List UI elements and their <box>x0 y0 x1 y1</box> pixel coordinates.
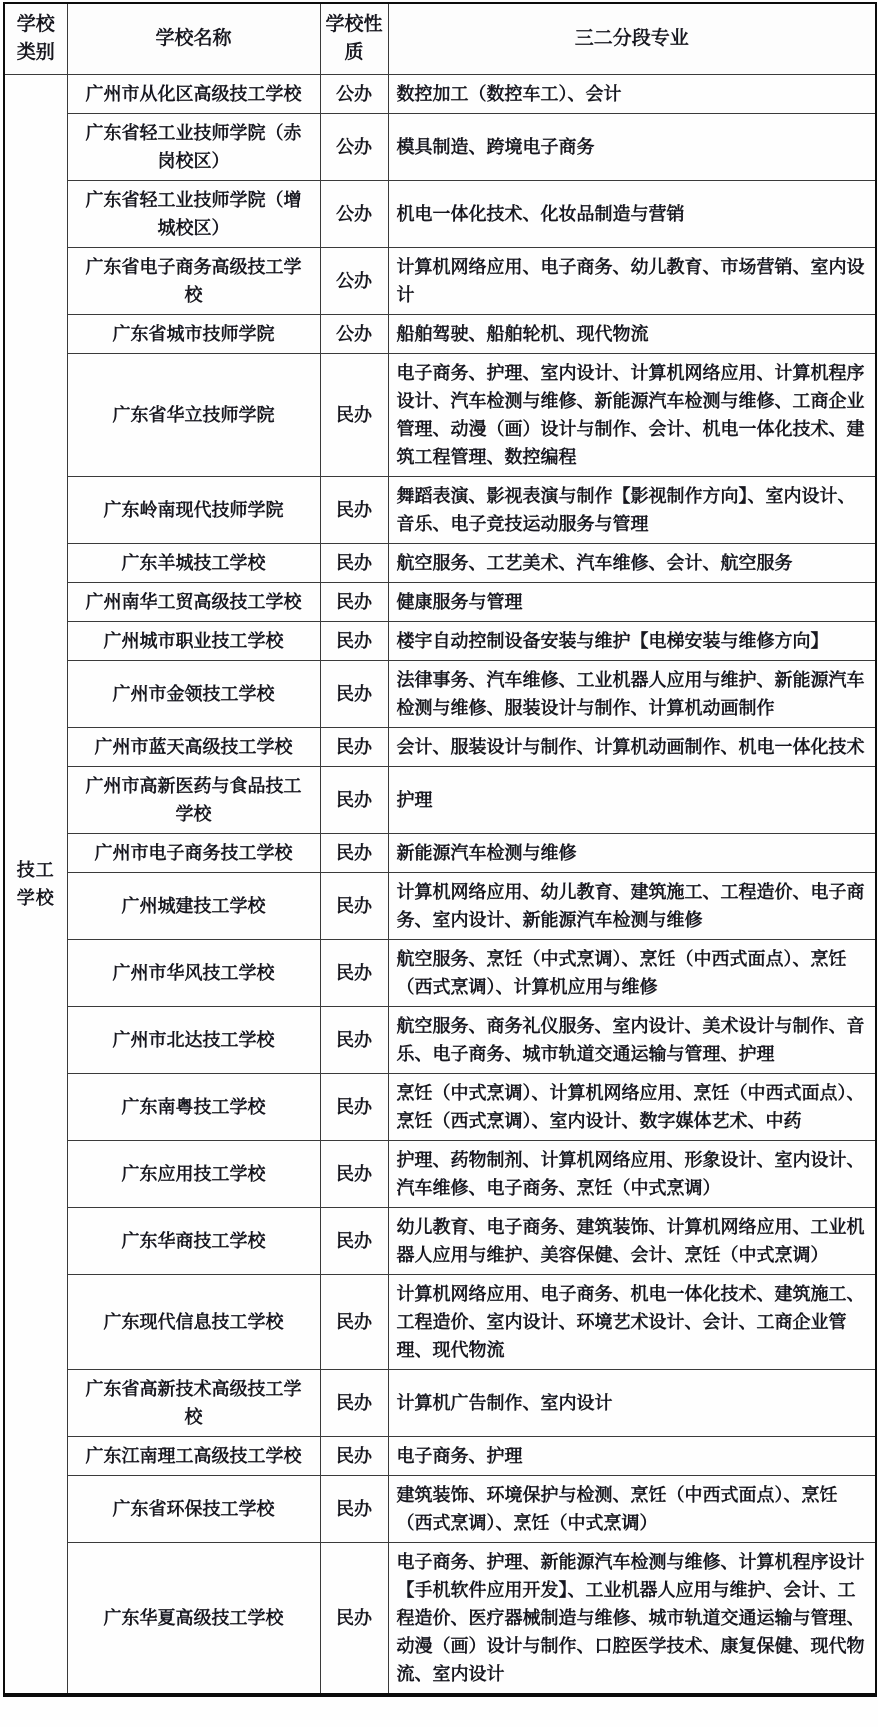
school-nature-cell: 民办 <box>320 622 388 661</box>
majors-cell: 船舶驾驶、船舶轮机、现代物流 <box>388 315 876 354</box>
school-nature-cell: 公办 <box>320 248 388 315</box>
table-row <box>4 477 876 544</box>
school-name-cell: 广州南华工贸高级技工学校 <box>67 583 320 622</box>
table-row <box>4 583 876 622</box>
school-name-cell: 广东羊城技工学校 <box>67 544 320 583</box>
majors-cell: 健康服务与管理 <box>388 583 876 622</box>
school-nature-cell: 民办 <box>320 1074 388 1141</box>
table-row <box>4 544 876 583</box>
table-row <box>4 114 876 181</box>
table-body <box>4 75 876 1696</box>
majors-cell: 护理、药物制剂、计算机网络应用、形象设计、室内设计、汽车维修、电子商务、烹饪（中式烹调） <box>388 1141 876 1208</box>
school-nature-cell: 民办 <box>320 1370 388 1437</box>
school-nature-cell: 公办 <box>320 181 388 248</box>
school-nature-cell: 公办 <box>320 114 388 181</box>
majors-cell: 护理 <box>388 767 876 834</box>
school-name-cell: 广州市蓝天高级技工学校 <box>67 728 320 767</box>
schools-table <box>3 2 877 1697</box>
majors-cell: 航空服务、工艺美术、汽车维修、会计、航空服务 <box>388 544 876 583</box>
school-nature-cell: 民办 <box>320 477 388 544</box>
school-name-cell: 广东岭南现代技师学院 <box>67 477 320 544</box>
school-name-cell: 广东省城市技师学院 <box>67 315 320 354</box>
table-row <box>4 873 876 940</box>
majors-cell: 航空服务、烹饪（中式烹调）、烹饪（中西式面点）、烹饪（西式烹调）、计算机应用与维修 <box>388 940 876 1007</box>
school-nature-cell: 民办 <box>320 873 388 940</box>
table-row <box>4 1370 876 1437</box>
table-row <box>4 1208 876 1275</box>
school-name-cell: 广州城建技工学校 <box>67 873 320 940</box>
school-nature-cell: 民办 <box>320 544 388 583</box>
school-nature-cell: 民办 <box>320 1476 388 1543</box>
table-row <box>4 940 876 1007</box>
majors-cell: 幼儿教育、电子商务、建筑装饰、计算机网络应用、工业机器人应用与维护、美容保健、会计、烹饪（中式烹调） <box>388 1208 876 1275</box>
table-row <box>4 248 876 315</box>
school-nature-cell: 民办 <box>320 661 388 728</box>
table-row <box>4 354 876 477</box>
school-name-cell: 广东省轻工业技师学院（赤岗校区） <box>67 114 320 181</box>
majors-cell: 计算机网络应用、幼儿教育、建筑施工、工程造价、电子商务、室内设计、新能源汽车检测与维修 <box>388 873 876 940</box>
school-name-cell: 广州市北达技工学校 <box>67 1007 320 1074</box>
school-nature-cell: 民办 <box>320 767 388 834</box>
school-name-cell: 广东应用技工学校 <box>67 1141 320 1208</box>
majors-cell: 楼宇自动控制设备安装与维护【电梯安装与维修方向】 <box>388 622 876 661</box>
table-header <box>4 3 876 75</box>
majors-cell: 烹饪（中式烹调）、计算机网络应用、烹饪（中西式面点）、烹饪（西式烹调）、室内设计、数字媒体艺术、中药 <box>388 1074 876 1141</box>
school-nature-cell: 民办 <box>320 1208 388 1275</box>
school-name-cell: 广州市华风技工学校 <box>67 940 320 1007</box>
majors-cell: 计算机网络应用、电子商务、机电一体化技术、建筑施工、工程造价、室内设计、环境艺术设计、会计、工商企业管理、现代物流 <box>388 1275 876 1370</box>
school-name-cell: 广东省环保技工学校 <box>67 1476 320 1543</box>
table-row <box>4 181 876 248</box>
school-name-cell: 广东省轻工业技师学院（增城校区） <box>67 181 320 248</box>
table-row <box>4 75 876 114</box>
school-nature-cell: 公办 <box>320 75 388 114</box>
school-name-cell: 广东现代信息技工学校 <box>67 1275 320 1370</box>
header-row <box>4 3 876 75</box>
school-nature-cell: 公办 <box>320 315 388 354</box>
majors-cell: 航空服务、商务礼仪服务、室内设计、美术设计与制作、音乐、电子商务、城市轨道交通运输与管理、护理 <box>388 1007 876 1074</box>
table-row <box>4 1543 876 1696</box>
majors-cell: 模具制造、跨境电子商务 <box>388 114 876 181</box>
majors-cell: 舞蹈表演、影视表演与制作【影视制作方向】、室内设计、音乐、电子竞技运动服务与管理 <box>388 477 876 544</box>
school-name-cell: 广州市高新医药与食品技工学校 <box>67 767 320 834</box>
table-row <box>4 1437 876 1476</box>
majors-cell: 会计、服装设计与制作、计算机动画制作、机电一体化技术 <box>388 728 876 767</box>
school-nature-cell: 民办 <box>320 1141 388 1208</box>
header-cell-majors: 三二分段专业 <box>388 3 876 75</box>
table-row <box>4 834 876 873</box>
table-row <box>4 1007 876 1074</box>
school-name-cell: 广东南粤技工学校 <box>67 1074 320 1141</box>
school-name-cell: 广东江南理工高级技工学校 <box>67 1437 320 1476</box>
header-cell-category: 学校类别 <box>4 3 67 75</box>
table-row <box>4 728 876 767</box>
majors-cell: 法律事务、汽车维修、工业机器人应用与维护、新能源汽车检测与维修、服装设计与制作、计算机动画制作 <box>388 661 876 728</box>
school-name-cell: 广州市从化区高级技工学校 <box>67 75 320 114</box>
majors-cell: 电子商务、护理 <box>388 1437 876 1476</box>
school-name-cell: 广东省华立技师学院 <box>67 354 320 477</box>
school-name-cell: 广东省高新技术高级技工学校 <box>67 1370 320 1437</box>
table-row <box>4 1476 876 1543</box>
table-row <box>4 622 876 661</box>
school-nature-cell: 民办 <box>320 354 388 477</box>
table-row <box>4 661 876 728</box>
table-row <box>4 1141 876 1208</box>
majors-cell: 新能源汽车检测与维修 <box>388 834 876 873</box>
school-nature-cell: 民办 <box>320 834 388 873</box>
majors-cell: 数控加工（数控车工）、会计 <box>388 75 876 114</box>
school-name-cell: 广州城市职业技工学校 <box>67 622 320 661</box>
table-row <box>4 315 876 354</box>
school-nature-cell: 民办 <box>320 940 388 1007</box>
majors-cell: 电子商务、护理、新能源汽车检测与维修、计算机程序设计【手机软件应用开发】、工业机器人应用与维护、会计、工程造价、医疗器械制造与维修、城市轨道交通运输与管理、动漫（画）设计与制作、口腔医学技术、康复保健、现代物流、室内设计 <box>388 1543 876 1696</box>
school-nature-cell: 民办 <box>320 728 388 767</box>
majors-cell: 计算机广告制作、室内设计 <box>388 1370 876 1437</box>
school-nature-cell: 民办 <box>320 1437 388 1476</box>
header-cell-school-nature: 学校性质 <box>320 3 388 75</box>
school-nature-cell: 民办 <box>320 1275 388 1370</box>
table-row <box>4 767 876 834</box>
school-name-cell: 广东华夏高级技工学校 <box>67 1543 320 1696</box>
majors-cell: 电子商务、护理、室内设计、计算机网络应用、计算机程序设计、汽车检测与维修、新能源汽车检测与维修、工商企业管理、动漫（画）设计与制作、会计、机电一体化技术、建筑工程管理、数控编程 <box>388 354 876 477</box>
header-cell-school-name: 学校名称 <box>67 3 320 75</box>
table-row <box>4 1074 876 1141</box>
school-nature-cell: 民办 <box>320 583 388 622</box>
majors-cell: 计算机网络应用、电子商务、幼儿教育、市场营销、室内设计 <box>388 248 876 315</box>
school-name-cell: 广东省电子商务高级技工学校 <box>67 248 320 315</box>
school-name-cell: 广州市金领技工学校 <box>67 661 320 728</box>
school-nature-cell: 民办 <box>320 1543 388 1696</box>
table-row <box>4 1275 876 1370</box>
school-name-cell: 广东华商技工学校 <box>67 1208 320 1275</box>
category-cell: 技工学校 <box>4 75 67 1696</box>
school-name-cell: 广州市电子商务技工学校 <box>67 834 320 873</box>
school-nature-cell: 民办 <box>320 1007 388 1074</box>
majors-cell: 建筑装饰、环境保护与检测、烹饪（中西式面点）、烹饪（西式烹调）、烹饪（中式烹调） <box>388 1476 876 1543</box>
majors-cell: 机电一体化技术、化妆品制造与营销 <box>388 181 876 248</box>
